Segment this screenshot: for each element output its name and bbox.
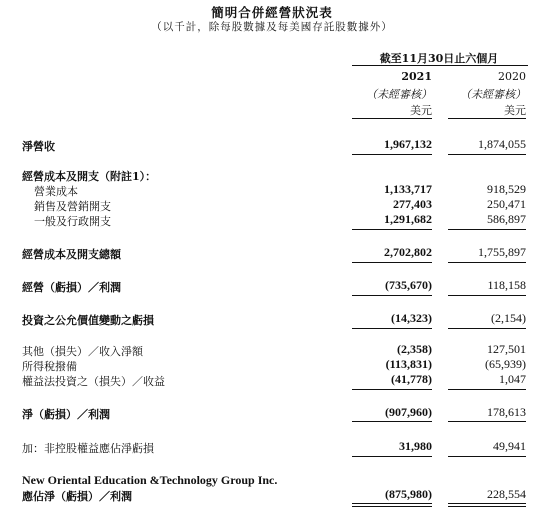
row-value-2020: 118,158 <box>487 278 526 292</box>
rule <box>352 154 432 155</box>
rule <box>448 295 526 296</box>
row-label: 經營成本及開支總額 <box>22 248 121 261</box>
col1-unit: 美元 <box>410 104 432 117</box>
rule <box>352 456 432 457</box>
row-label: 淨營收 <box>22 140 55 153</box>
statement-subtitle: （以千計，除每股數據及每美國存託股數據外） <box>151 21 393 33</box>
col2-year: 2020 <box>498 70 526 83</box>
row-label: 投資之公允價值變動之虧損 <box>22 314 154 327</box>
row-value-2020: 178,613 <box>487 405 526 419</box>
rule <box>352 389 432 390</box>
row-value-2021: 2,702,802 <box>384 245 432 259</box>
rule <box>448 229 526 230</box>
row-value-2021: (41,778) <box>391 372 432 386</box>
row-value-2021: 1,133,717 <box>384 182 432 196</box>
row-value-2021: (735,670) <box>385 278 432 292</box>
col1-header-rule <box>352 118 432 119</box>
row-label: 加：非控股權益應佔淨虧損 <box>22 442 154 455</box>
row-label: 一般及行政開支 <box>34 215 111 228</box>
row-label: 淨（虧損）／利潤 <box>22 408 110 421</box>
rule <box>448 421 526 422</box>
row-value-2020: (2,154) <box>491 311 526 325</box>
rule <box>352 421 432 422</box>
col2-header-rule <box>448 118 526 119</box>
row-value-2020: 586,897 <box>487 212 526 226</box>
rule <box>448 389 526 390</box>
row-value-2021: (2,358) <box>397 342 432 356</box>
company-name: New Oriental Education &Technology Group Inc. <box>22 473 278 487</box>
row-label: 銷售及營銷開支 <box>34 200 111 213</box>
row-label: 權益法投資之（損失）／收益 <box>22 375 165 388</box>
col1-audit: （未經審核） <box>366 88 432 101</box>
statement-title: 簡明合併經營狀況表 <box>211 5 333 20</box>
rule <box>448 456 526 457</box>
row-value-2020: 228,554 <box>487 487 526 501</box>
col2-audit: （未經審核） <box>460 88 526 101</box>
row-value-2021: (14,323) <box>391 311 432 325</box>
row-value-2020: 49,941 <box>493 439 526 453</box>
row-label: 其他（損失）／收入淨額 <box>22 345 143 358</box>
row-value-2020: 1,874,055 <box>478 137 526 151</box>
rule <box>448 262 526 263</box>
row-value-2020: 127,501 <box>487 342 526 356</box>
double-rule <box>352 503 432 507</box>
rule <box>448 328 526 329</box>
row-value-2021: 1,291,682 <box>384 212 432 226</box>
row-label: 經營成本及開支（附註1）： <box>22 170 157 183</box>
row-value-2020: (65,939) <box>485 357 526 371</box>
row-value-2021: 277,403 <box>393 197 432 211</box>
row-value-2021: (907,960) <box>385 405 432 419</box>
rule <box>352 328 432 329</box>
rule <box>352 295 432 296</box>
row-label: 經營（虧損）／利潤 <box>22 281 121 294</box>
double-rule <box>448 503 526 507</box>
row-value-2021: (113,831) <box>385 357 432 371</box>
row-value-2020: 918,529 <box>487 182 526 196</box>
row-value-2021: (875,980) <box>385 487 432 501</box>
row-value-2020: 1,047 <box>499 372 526 386</box>
row-value-2020: 250,471 <box>487 197 526 211</box>
row-label: 所得稅撥備 <box>22 360 77 373</box>
row-label: 應佔淨（虧損）／利潤 <box>22 490 132 503</box>
row-value-2021: 31,980 <box>399 439 432 453</box>
col1-year: 2021 <box>401 70 432 83</box>
rule <box>448 154 526 155</box>
rule <box>352 262 432 263</box>
col2-unit: 美元 <box>504 104 526 117</box>
row-value-2020: 1,755,897 <box>478 245 526 259</box>
row-value-2021: 1,967,132 <box>384 137 432 151</box>
period-heading: 截至11月30日止六個月 <box>379 52 499 65</box>
row-label: 營業成本 <box>34 185 78 198</box>
period-underline <box>352 65 528 66</box>
rule <box>352 229 432 230</box>
